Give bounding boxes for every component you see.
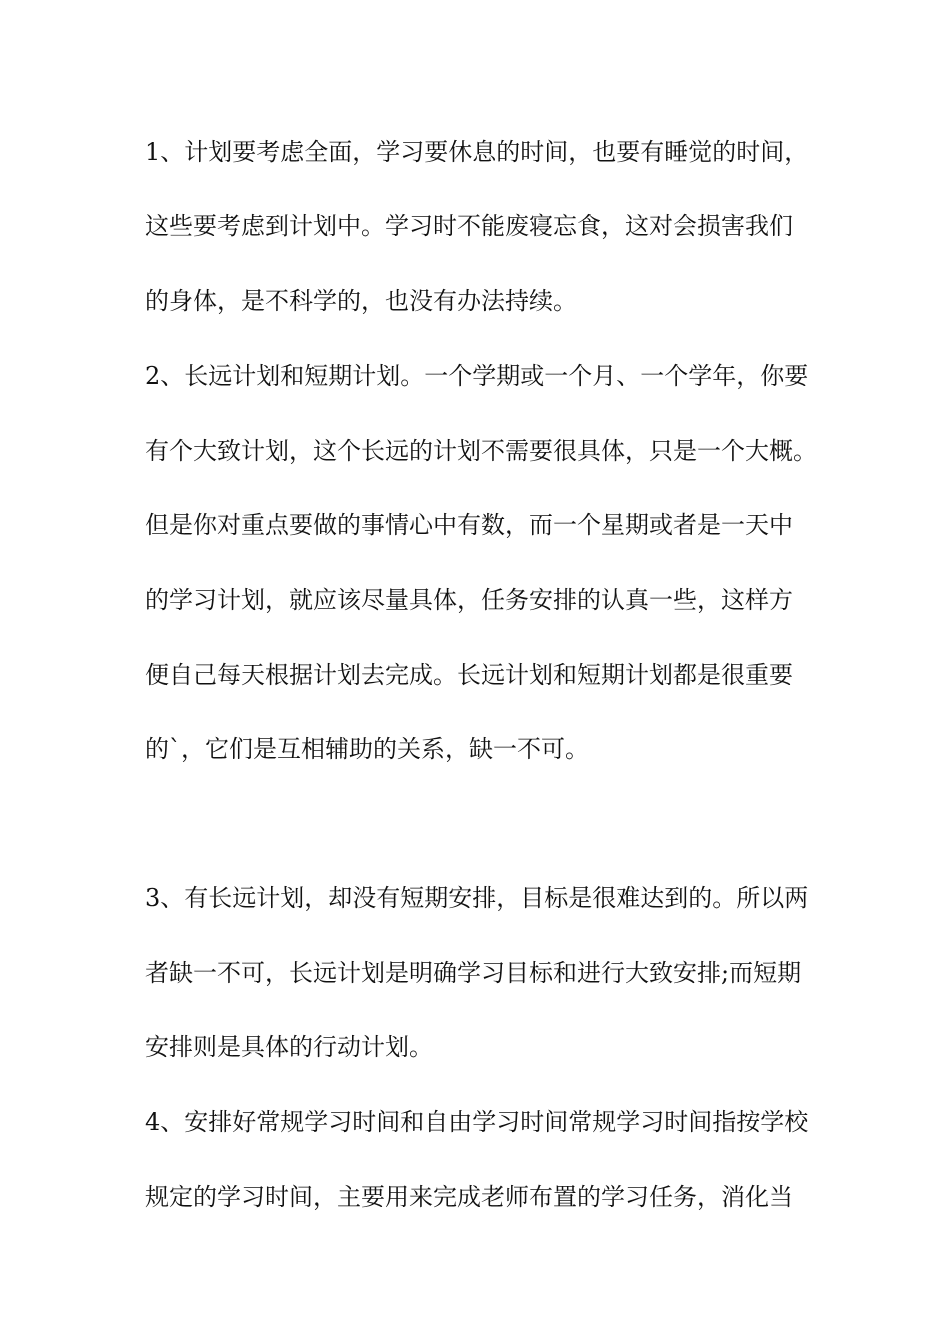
paragraph-2-line-2: 有个大致计划，这个长远的计划不需要很具体，只是一个大概。 bbox=[145, 437, 817, 465]
paragraph-1-line-2: 这些要考虑到计划中。学习时不能废寝忘食，这对会损害我们 bbox=[145, 212, 793, 240]
paragraph-2-line-4: 的学习计划，就应该尽量具体，任务安排的认真一些，这样方 bbox=[145, 586, 793, 614]
paragraph-2-line-1: 2、长远计划和短期计划。一个学期或一个月、一个学年，你要 bbox=[145, 362, 809, 390]
paragraph-1-line-3: 的身体，是不科学的，也没有办法持续。 bbox=[145, 287, 577, 315]
paragraph-2-line-6: 的`，它们是互相辅助的关系，缺一不可。 bbox=[145, 735, 589, 763]
paragraph-3-line-3: 安排则是具体的行动计划。 bbox=[145, 1033, 433, 1061]
paragraph-4-line-2: 规定的学习时间，主要用来完成老师布置的学习任务，消化当 bbox=[145, 1183, 793, 1211]
paragraph-3-line-1: 3、有长远计划，却没有短期安排，目标是很难达到的。所以两 bbox=[145, 884, 809, 912]
paragraph-4-line-1: 4、安排好常规学习时间和自由学习时间常规学习时间指按学校 bbox=[145, 1108, 809, 1136]
paragraph-3-line-2: 者缺一不可，长远计划是明确学习目标和进行大致安排;而短期 bbox=[145, 959, 802, 987]
paragraph-1-line-1: 1、计划要考虑全面，学习要休息的时间，也要有睡觉的时间， bbox=[145, 138, 809, 166]
paragraph-2-line-5: 便自己每天根据计划去完成。长远计划和短期计划都是很重要 bbox=[145, 661, 793, 689]
paragraph-2-line-3: 但是你对重点要做的事情心中有数，而一个星期或者是一天中 bbox=[145, 511, 793, 539]
